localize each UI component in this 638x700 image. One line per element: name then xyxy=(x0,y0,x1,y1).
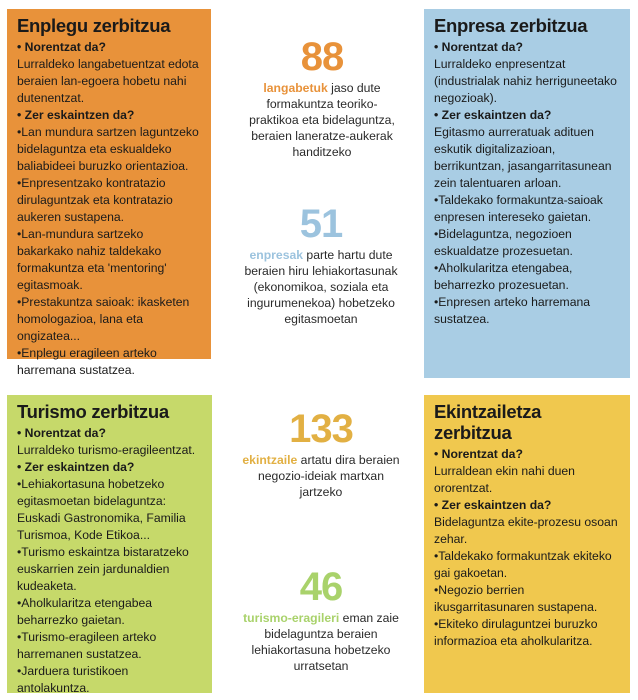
ekintzailetza-question-what: • Zer eskaintzen da? xyxy=(434,498,552,512)
enplegu-offer-list xyxy=(17,124,201,379)
ekintzailetza-question-who: • Norentzat da? xyxy=(434,447,523,461)
enplegu-question-who: • Norentzat da? xyxy=(17,40,106,54)
list-item: • Bidelaguntza, negozioen eskualdatze prozesuetan. xyxy=(434,226,620,260)
turismo-offer-list xyxy=(17,476,202,697)
list-item: • Turismo eskaintza bistaratzeko euskarrien zein jardunaldien kudeaketa. xyxy=(17,544,202,595)
stat-keyword: enpresak xyxy=(249,248,304,262)
list-item: • Prestakuntza saioak: ikasketen homologazioa, lana eta ongizatea... xyxy=(17,294,201,345)
stat-number: 133 xyxy=(289,407,353,451)
enpresa-title: Enpresa zerbitzua xyxy=(434,15,588,36)
ekintzailetza-answer-what: Bidelaguntza ekite-prozesu osoan zehar. xyxy=(434,515,618,546)
turismo-question-who: • Norentzat da? xyxy=(17,426,106,440)
stat-description: artatu dira beraien negozio-ideiak martxan jartzeko xyxy=(257,453,400,499)
stat-keyword: turismo-eragileri xyxy=(243,611,340,625)
enplegu-zerbitzua-box xyxy=(7,9,211,377)
enplegu-question-what: • Zer eskaintzen da? xyxy=(17,108,135,122)
enpresa-zerbitzua-box xyxy=(424,9,630,378)
list-item: • Taldekako formakuntzak ekiteko gai gakoetan. xyxy=(434,548,620,582)
list-item: • Lan-mundura sartzeko bakarkako nahiz taldekako formakuntza eta 'mentoring' egitasmoak. xyxy=(17,226,201,294)
enplegu-answer-who: Lurraldeko langabetuentzat edota beraien lan-egoera hobetu nahi dutenentzat. xyxy=(17,57,199,105)
turismo-question-what: • Zer eskaintzen da? xyxy=(17,460,135,474)
stat-keyword: langabetuk xyxy=(263,81,328,95)
stat-number: 46 xyxy=(299,565,343,609)
enpresa-answer-what: Egitasmo aurreratuak adituen eskutik digitalizazioan, berrikuntzan, jasangarritasunean zein talentuaren arloan. xyxy=(434,125,612,190)
list-item: • Ekiteko dirulaguntzei buruzko informazioa eta aholkularitza. xyxy=(434,616,620,650)
turismo-title: Turismo zerbitzua xyxy=(17,401,169,422)
list-item: • Negozio berrien ikusgarritasunaren sustapena. xyxy=(434,582,620,616)
list-item: • Enplegu eragileen arteko harremana sustatzea. xyxy=(17,345,201,379)
stat-unemployed xyxy=(244,36,400,160)
enplegu-title: Enplegu zerbitzua xyxy=(17,15,171,36)
enpresa-offer-list xyxy=(434,192,620,328)
stat-number: 51 xyxy=(299,202,343,246)
list-item: • Jarduera turistikoen antolakuntza. xyxy=(17,663,202,697)
list-item: • Enpresentzako kontratazio dirulaguntzak eta kontratazio aukeren sustapena. xyxy=(17,175,201,226)
stat-entrepreneurs xyxy=(240,408,402,500)
turismo-zerbitzua-box xyxy=(7,395,212,693)
stat-description: jaso dute formakuntza teoriko-praktikoa eta bidelaguntza, beraien laneratze-aukerak handitzeko xyxy=(249,81,395,159)
enpresa-question-who: • Norentzat da? xyxy=(434,40,523,54)
list-item: • Aholkularitza etengabea beharrezko gaietan. xyxy=(17,595,202,629)
stat-number: 88 xyxy=(300,35,344,79)
ekintzailetza-zerbitzua-box xyxy=(424,395,630,693)
stat-description: parte hartu dute beraien hiru lehiakortasunak (ekonomikoa, soziala eta ingurumenekoa) hobetzeko egitasmoetan xyxy=(244,248,398,326)
list-item: • Turismo-eragileen arteko harremanen sustatzea. xyxy=(17,629,202,663)
ekintzailetza-offer-list xyxy=(434,548,620,650)
ekintzailetza-answer-who: Lurraldean ekin nahi duen ororentzat. xyxy=(434,464,575,495)
stat-keyword: ekintzaile xyxy=(242,453,298,467)
turismo-answer-who: Lurraldeko turismo-eragileentzat. xyxy=(17,443,196,457)
list-item: • Aholkularitza etengabea, beharrezko prozesuetan. xyxy=(434,260,620,294)
list-item: • Enpresen arteko harremana sustatzea. xyxy=(434,294,620,328)
stat-description: eman zaie bidelaguntza beraien lehiakortasuna hobetzeko urratsetan xyxy=(251,611,399,673)
enpresa-question-what: • Zer eskaintzen da? xyxy=(434,108,552,122)
list-item: • Lan mundura sartzen laguntzeko bidelaguntza eta eskualdeko baliabideei buruzko orientazioa. xyxy=(17,124,201,175)
stat-tourism-agents xyxy=(236,566,406,674)
enpresa-answer-who: Lurraldeko enpresentzat (industrialak nahiz herrigunеetako negozioak). xyxy=(434,57,617,105)
list-item: • Taldekako formakuntza-saioak enpresen intereseko gaietan. xyxy=(434,192,620,226)
list-item: • Lehiakortasuna hobetzeko egitasmoetan bidelaguntza: Euskadi Gastronomika, Familia Turismoa, Kode Etikoa... xyxy=(17,476,202,544)
ekintzailetza-title: Ekintzailetza zerbitzua xyxy=(434,401,542,443)
stat-companies xyxy=(228,203,414,327)
